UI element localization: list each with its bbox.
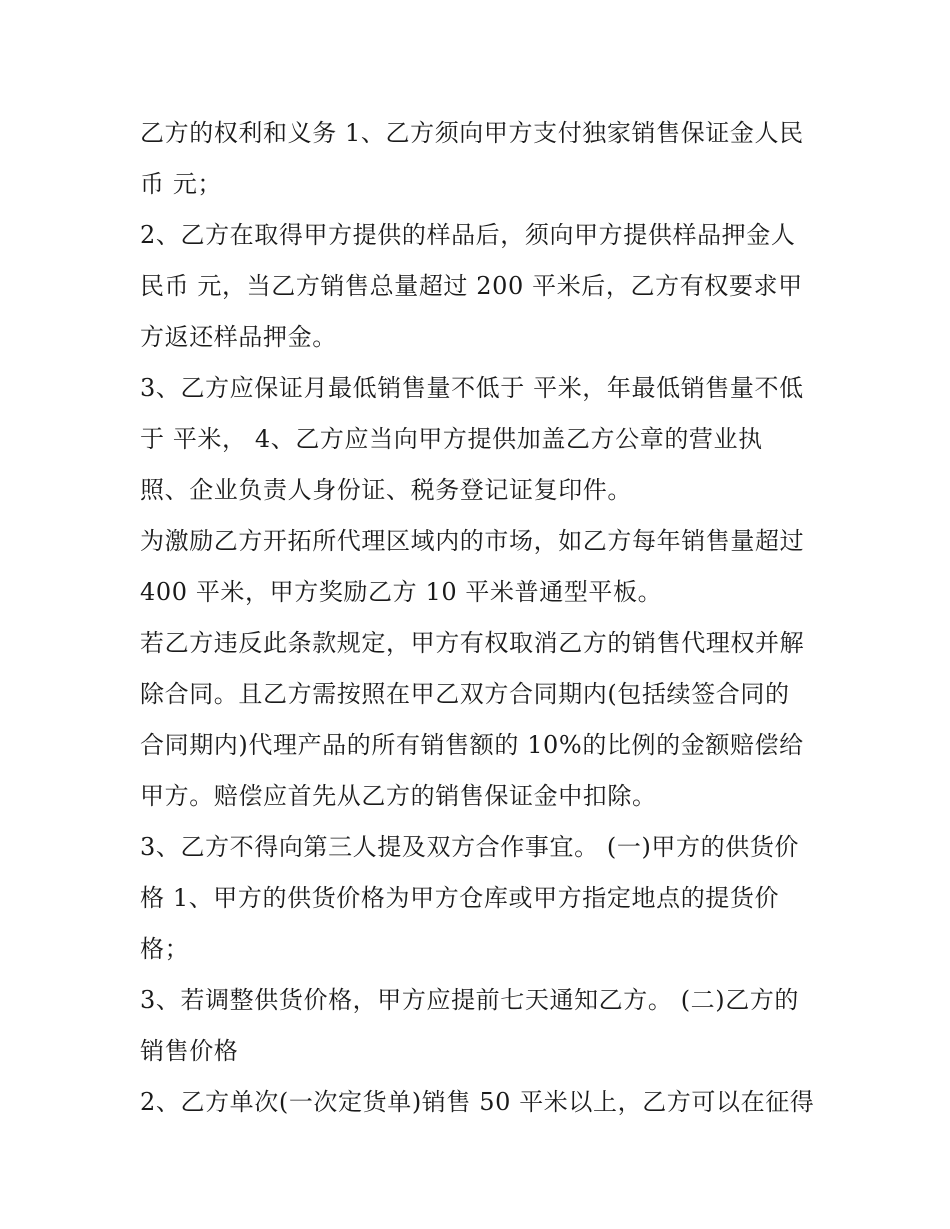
text-line: 为激励乙方开拓所代理区域内的市场，如乙方每年销售量超过 [140, 527, 805, 555]
text-line: 3、若调整供货价格，甲方应提前七天通知乙方。 (二)乙方的 [140, 986, 800, 1014]
text-line: 销售价格 [140, 1037, 239, 1065]
text-line: 民币 元，当乙方销售总量超过 200 平米后，乙方有权要求甲 [140, 272, 803, 300]
text-line: 2、乙方在取得甲方提供的样品后，须向甲方提供样品押金人 [140, 221, 796, 249]
text-line: 格； [140, 935, 190, 963]
text-line: 格 1、甲方的供货价格为甲方仓库或甲方指定地点的提货价 [140, 884, 780, 912]
text-line: 3、乙方应保证月最低销售量不低于 平米，年最低销售量不低 [140, 374, 804, 402]
text-line: 于 平米， 4、乙方应当向甲方提供加盖乙方公章的营业执 [140, 425, 763, 453]
text-line: 币 元； [140, 170, 223, 198]
text-line: 2、乙方单次(一次定货单)销售 50 平米以上，乙方可以在征得 [140, 1088, 815, 1116]
document-body [140, 108, 820, 1128]
text-line: 甲方。赔偿应首先从乙方的销售保证金中扣除。 [140, 782, 657, 810]
text-line: 方返还样品押金。 [140, 323, 337, 351]
text-line: 合同期内)代理产品的所有销售额的 10%的比例的金额赔偿给 [140, 731, 804, 759]
text-line: 若乙方违反此条款规定，甲方有权取消乙方的销售代理权并解 [140, 629, 805, 657]
text-line: 3、乙方不得向第三人提及双方合作事宜。 (一)甲方的供货价 [140, 833, 800, 861]
text-line: 照、企业负责人身份证、税务登记证复印件。 [140, 476, 632, 504]
text-line: 400 平米，甲方奖励乙方 10 平米普通型平板。 [140, 578, 663, 606]
text-line: 除合同。且乙方需按照在甲乙双方合同期内(包括续签合同的 [140, 680, 790, 708]
text-line: 乙方的权利和义务 1、乙方须向甲方支付独家销售保证金人民 [140, 119, 804, 147]
